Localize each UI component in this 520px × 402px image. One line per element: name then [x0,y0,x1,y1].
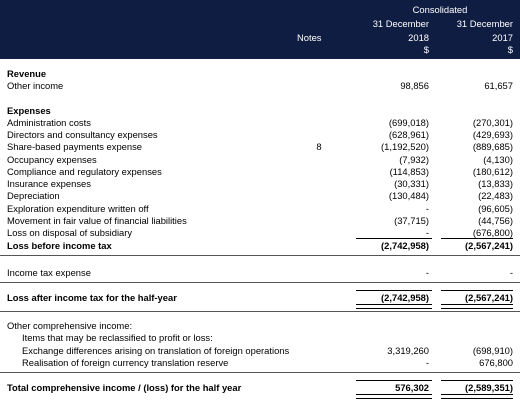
row-separator [0,372,520,373]
expense-2018: - [425,227,429,238]
expense-2018: (30,331) [394,178,429,189]
expense-label: Compliance and regulatory expenses [7,166,162,177]
expense-2017: (96,605) [478,203,513,214]
subtotal-rule-2017 [441,238,513,239]
expense-2018: (130,484) [388,190,429,201]
expense-2017: (180,612) [472,166,513,177]
total-2018: 576,302 [395,382,429,393]
expense-2017: (270,301) [472,117,513,128]
expense-label: Depreciation [7,190,60,201]
double-rule-2017 [441,304,513,309]
expense-2018: (114,853) [389,166,429,177]
col-2017-unit: $ [507,44,513,55]
loss-after-tax-label: Loss after income tax for the half-year [7,292,177,303]
oci-item-2017: (698,910) [472,345,513,356]
col-2018-year: 2018 [408,32,429,43]
total-rule-2018 [356,290,432,291]
expense-2017: (13,833) [478,178,513,189]
loss-after-tax-2017: (2,567,241) [465,292,513,303]
income-tax-2018: - [425,267,429,278]
oci-item-2017: 676,800 [479,357,513,368]
row-separator [0,255,520,256]
col-2018-unit: $ [423,44,429,55]
revenue-heading: Revenue [7,68,47,79]
table-header [0,0,520,59]
loss-before-tax-2017: (2,567,241) [465,240,513,251]
total-2017: (2,589,351) [465,382,513,393]
loss-before-tax-label: Loss before income tax [7,240,112,251]
expense-2017: (676,800) [472,227,513,238]
grand-total-rule-2017 [441,380,513,381]
expense-2018: (37,715) [394,215,429,226]
income-tax-2017: - [509,267,513,278]
expenses-heading: Expenses [7,105,51,116]
row-separator [0,282,520,283]
loss-before-tax-2018: (2,742,958) [381,240,429,251]
oci-heading: Other comprehensive income: [7,320,133,331]
row-separator [0,311,520,312]
oci-item-2018: - [425,357,429,368]
col-2017-date: 31 December [456,18,513,29]
expense-2017: (4,130) [483,154,513,165]
expense-2017: (889,685) [472,141,513,152]
notes-heading: Notes [297,32,322,43]
grand-double-rule-2018 [356,394,432,399]
total-label: Total comprehensive income / (loss) for the half year [7,382,242,393]
expense-label: Directors and consultancy expenses [7,129,158,140]
total-rule-2017 [441,290,513,291]
expense-2018: - [425,203,429,214]
other-income-label: Other income [7,80,64,91]
expense-2018: (1,192,520) [381,141,429,152]
expense-2018: (699,018) [388,117,429,128]
double-rule-2018 [356,304,432,309]
oci-subheading: Items that may be reclassified to profit or loss: [22,332,213,343]
consolidated-heading: Consolidated [412,4,468,15]
loss-after-tax-2018: (2,742,958) [381,292,429,303]
col-2018-date: 31 December [372,18,429,29]
expense-2017: (429,693) [472,129,513,140]
oci-item-label: Realisation of foreign currency translation reserve [22,357,229,368]
expense-label: Occupancy expenses [7,154,97,165]
expense-label: Insurance expenses [7,178,91,189]
oci-item-label: Exchange differences arising on translation of foreign operations [22,345,290,356]
subtotal-rule-2018 [356,238,432,239]
expense-2017: (22,483) [478,190,513,201]
expense-2017: (44,756) [478,215,513,226]
expense-label: Movement in fair value of financial liabilities [7,215,187,226]
grand-double-rule-2017 [441,394,513,399]
other-income-2018: 98,856 [400,80,429,91]
col-2017-year: 2017 [492,32,513,43]
expense-label: Loss on disposal of subsidiary [7,227,133,238]
expense-label: Exploration expenditure written off [7,203,149,214]
grand-total-rule-2018 [356,380,432,381]
expense-2018: (7,932) [399,154,429,165]
other-income-2017: 61,657 [484,80,513,91]
expense-note: 8 [316,141,322,152]
income-tax-label: Income tax expense [7,267,91,278]
expense-label: Share-based payments expense [7,141,142,152]
expense-label: Administration costs [7,117,91,128]
oci-item-2018: 3,319,260 [387,345,429,356]
expense-2018: (628,961) [388,129,429,140]
